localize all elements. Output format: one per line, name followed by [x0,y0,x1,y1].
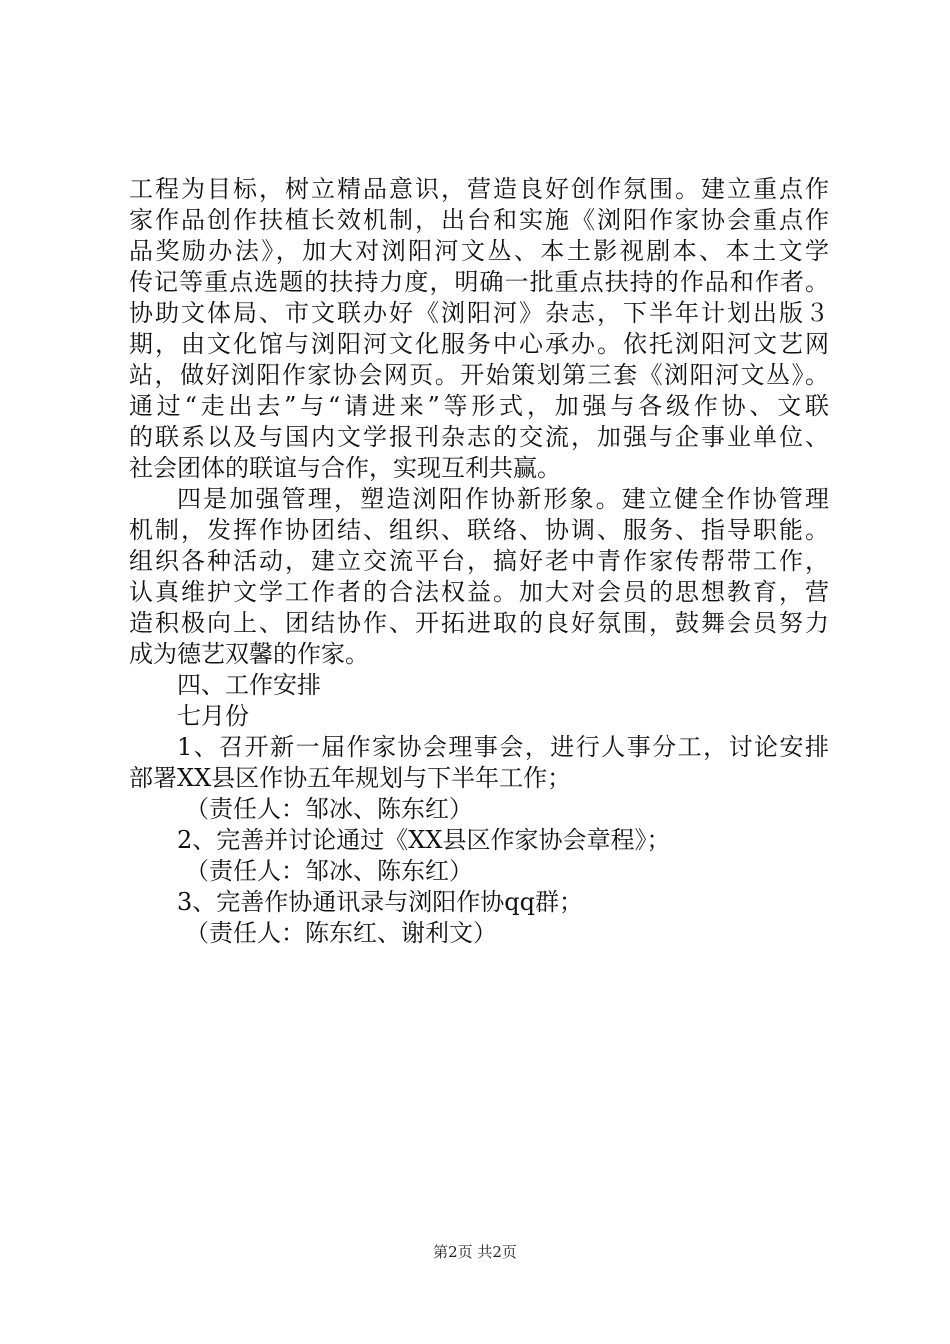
schedule-item-1 [129,732,829,794]
text-line: 四是加强管理，塑造浏阳作协新形象。建立健全作协管理 [177,485,829,513]
section-heading: 四、工作安排 [177,671,321,699]
text-line: 成为德艺双馨的作家。 [129,640,369,668]
text-line: 认真维护文学工作者的合法权益。加大对会员的思想教育，营 [129,578,829,606]
text-line: 部署XX县区作协五年规划与下半年工作； [129,764,572,792]
text-line: 造积极向上、团结协作、开拓进取的良好氛围，鼓舞会员努力 [129,609,829,637]
schedule-item-2: 2、完善并讨论通过《XX县区作家协会章程》； [177,826,671,854]
responsible-person: （责任人：邹冰、陈东红） [185,857,473,885]
text-line: 品奖励办法》，加大对浏阳河文丛、本土影视剧本、本土文学 [129,237,829,265]
text-line: 传记等重点选题的扶持力度，明确一批重点扶持的作品和作者。 [129,268,829,296]
text-line: 期，由文化馆与浏阳河文化服务中心承办。依托浏阳河文艺网 [129,330,829,358]
paragraph-creative-works [129,174,829,484]
text-line: 工程为目标，树立精品意识，营造良好创作氛围。建立重点作 [129,175,829,203]
text-line: 家作品创作扶植长效机制，出台和实施《浏阳作家协会重点作 [129,206,829,234]
paragraph-management [129,484,829,670]
text-line: 社会团体的联谊与合作，实现互利共赢。 [129,454,561,482]
schedule-item-3: 3、完善作协通讯录与浏阳作协qq群； [177,888,583,916]
text-line: 的联系以及与国内文学报刊杂志的交流，加强与企事业单位、 [129,423,829,451]
text-line: 1、召开新一届作家协会理事会，进行人事分工，讨论安排 [177,733,829,761]
month-heading: 七月份 [177,702,249,730]
responsible-person: （责任人：邹冰、陈东红） [185,795,473,823]
text-line: 站，做好浏阳作家协会网页。开始策划第三套《浏阳河文丛》。 [129,361,829,389]
responsible-person: （责任人：陈东红、谢利文） [185,919,497,947]
page-number-footer: 第2页 共2页 [433,1243,517,1261]
text-line: 协助文体局、市文联办好《浏阳河》杂志，下半年计划出版３ [129,299,829,327]
text-line: 机制，发挥作协团结、组织、联络、协调、服务、指导职能。 [129,516,829,544]
text-line: 组织各种活动，建立交流平台，搞好老中青作家传帮带工作， [129,547,829,575]
document-body [129,174,829,949]
text-line: 通过“走出去”与“请进来”等形式，加强与各级作协、文联 [129,392,829,420]
